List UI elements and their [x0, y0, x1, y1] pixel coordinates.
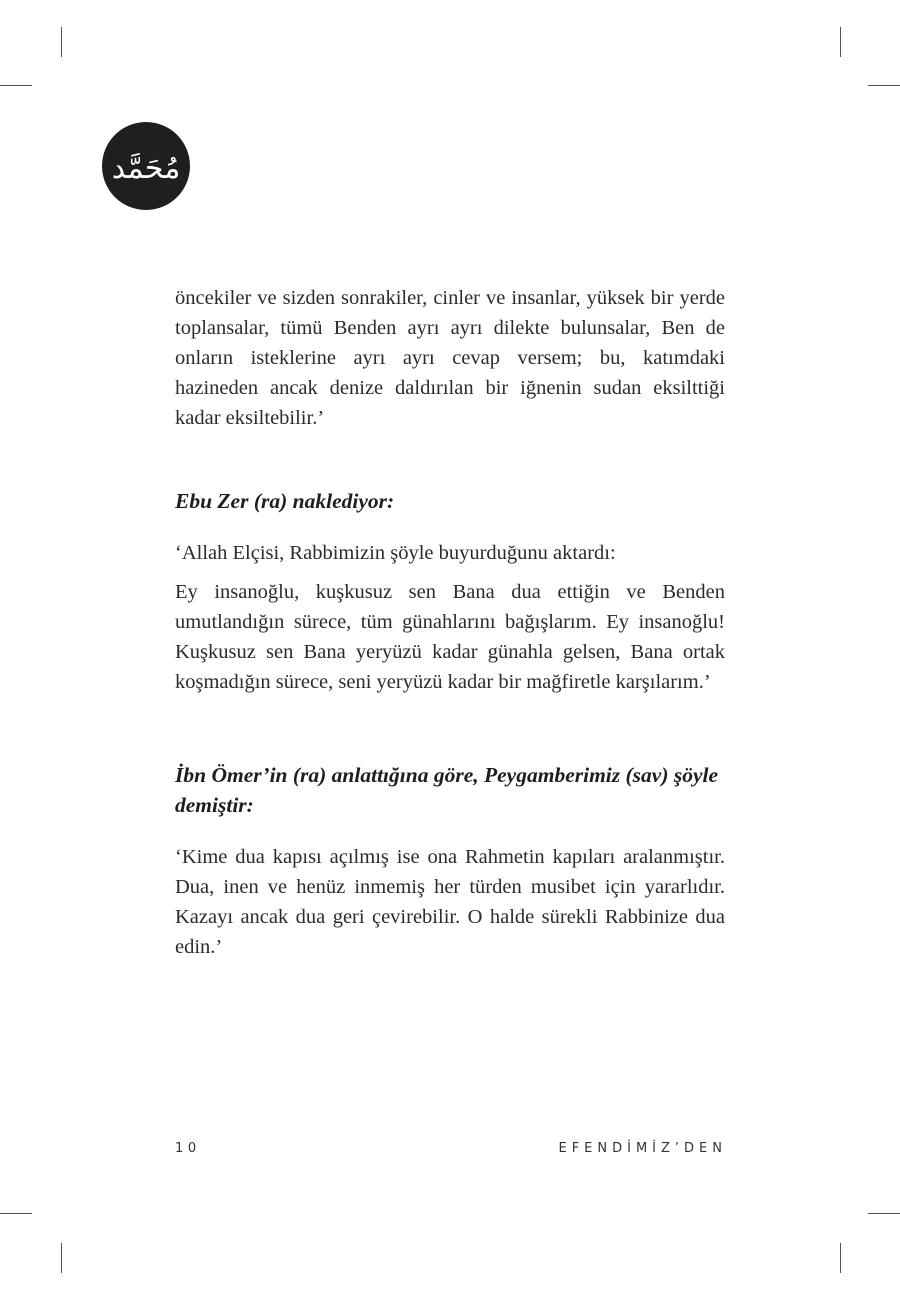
emblem-calligraphy: مُحَمَّد [111, 151, 181, 186]
crop-mark [61, 1243, 62, 1273]
section-paragraph: Ey insanoğlu, kuşkusuz sen Bana dua ettiğin ve Benden umutlandığın sürece, tüm günahlarını bağışlarım. Ey insanoğlu! Kuşkusuz sen Bana yeryüzü kadar günahla gelsen, Bana ortak koşmadığın sürece, seni yeryüzü kadar bir mağfiretle karşılarım.’ [175, 581, 725, 693]
section-heading: İbn Ömer’in (ra) anlattığına göre, Peygamberimiz (sav) şöyle demiştir: [175, 763, 719, 817]
crop-mark [840, 1243, 841, 1273]
section-heading: Ebu Zer (ra) naklediyor: [175, 489, 395, 513]
section-paragraph: ‘Allah Elçisi, Rabbimizin şöyle buyurduğunu aktardı: [175, 542, 616, 564]
section-paragraph: ‘Kime dua kapısı açılmış ise ona Rahmetin kapıları aralanmıştır. Dua, inen ve henüz inmemiş her türden musibet için yararlıdır. Kazayı ancak dua geri çevirebilir. O halde sürekli Rabbinize dua edin.’ [175, 846, 725, 958]
crop-mark [868, 85, 900, 86]
crop-mark [61, 27, 62, 57]
page-body [175, 283, 725, 962]
running-head: EFENDİMİZ’DEN [558, 1141, 727, 1156]
crop-mark [0, 1213, 32, 1214]
section-ebu-zer [175, 486, 725, 697]
crop-mark [868, 1213, 900, 1214]
crop-mark [840, 27, 841, 57]
muhammad-calligraphy-icon [102, 122, 190, 210]
intro-paragraph: öncekiler ve sizden sonrakiler, cinler ve insanlar, yüksek bir yerde toplansalar, tümü Benden ayrı ayrı dilekte bulunsalar, Ben de onların isteklerine ayrı ayrı cevap versem; bu, katımdaki hazineden ancak denize daldırılan bir iğnenin sudan eksilttiği kadar eksiltebilir.’ [175, 287, 725, 429]
page-number: 10 [175, 1141, 201, 1156]
section-ibn-omer [175, 760, 725, 962]
crop-mark [0, 85, 32, 86]
